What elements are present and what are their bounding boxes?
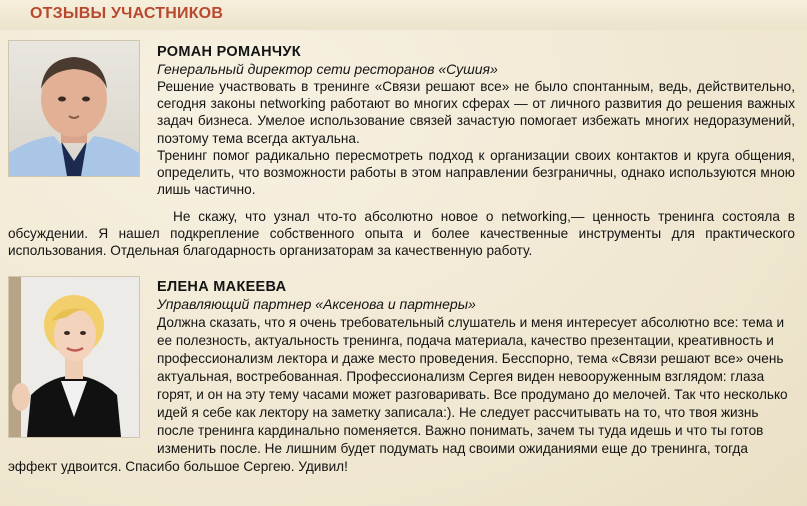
photo-roman-romanchuk (8, 40, 140, 177)
reviewer-position: Генеральный директор сети ресторанов «Сушия» (157, 61, 498, 77)
review-paragraph: Решение участвовать в тренинге «Связи решают все» не было спонтанным, ведь, действительно, сегодня законы networking работают во многих сферах — от личного развития до решения важных задач бизнеса. Умелое использование связей зачастую помогает избежать многих недоразумений, поэтому тема всегда актуальна. (157, 79, 795, 146)
review-paragraph: Не скажу, что узнал что-то абсолютно новое о networking,— ценность тренинга состояла в обсуждении. Я нашел подкрепление собственного опыта и более качественные инструменты для практического использования. Отдельная благодарность организаторам за качественную работу. (8, 209, 795, 259)
reviewer-name: РОМАН РОМАНЧУК (157, 44, 301, 60)
section-title: ОТЗЫВЫ УЧАСТНИКОВ (30, 5, 224, 22)
header-bar (0, 0, 807, 30)
portrait-man-image (9, 41, 139, 176)
review-paragraph: Должна сказать, что я очень требовательный слушатель и меня интересует абсолютно все: тема и ее полезность, актуальность тренинга, подача материала, качество презентации, креативность и профессионализм лектора и даже место проведения. Бесспорно, тема «Связи решают все» очень актуальная, востребованная. Профессионализм Сергея виден невооруженным взглядом: глаза горят, и он на эту тему часами может разговаривать. Все продумано до мелочей. Так что несколько идей я себе как лектору на заметку записала:). Не следует рассчитывать на то, что твоя жизнь после тренинга кардинально поменяется. Важно понимать, зачем ты туда идешь и что ты готов изменить после. Не лишним будет подумать над своими ожиданиями еще до тренинга, тогда эффект удвоится. Спасибо большое Сергею. Удивил! (8, 315, 788, 474)
reviewer-name: ЕЛЕНА МАКЕЕВА (157, 279, 287, 295)
review-paragraph: Тренинг помог радикально пересмотреть подход к организации своих контактов и круга общения, определить, что возможности работы в этом направлении безграничны, однако используются мною лишь частично. (157, 147, 795, 198)
review-body (8, 314, 795, 476)
reviewer-position: Управляющий партнер «Аксенова и партнеры» (157, 296, 476, 312)
